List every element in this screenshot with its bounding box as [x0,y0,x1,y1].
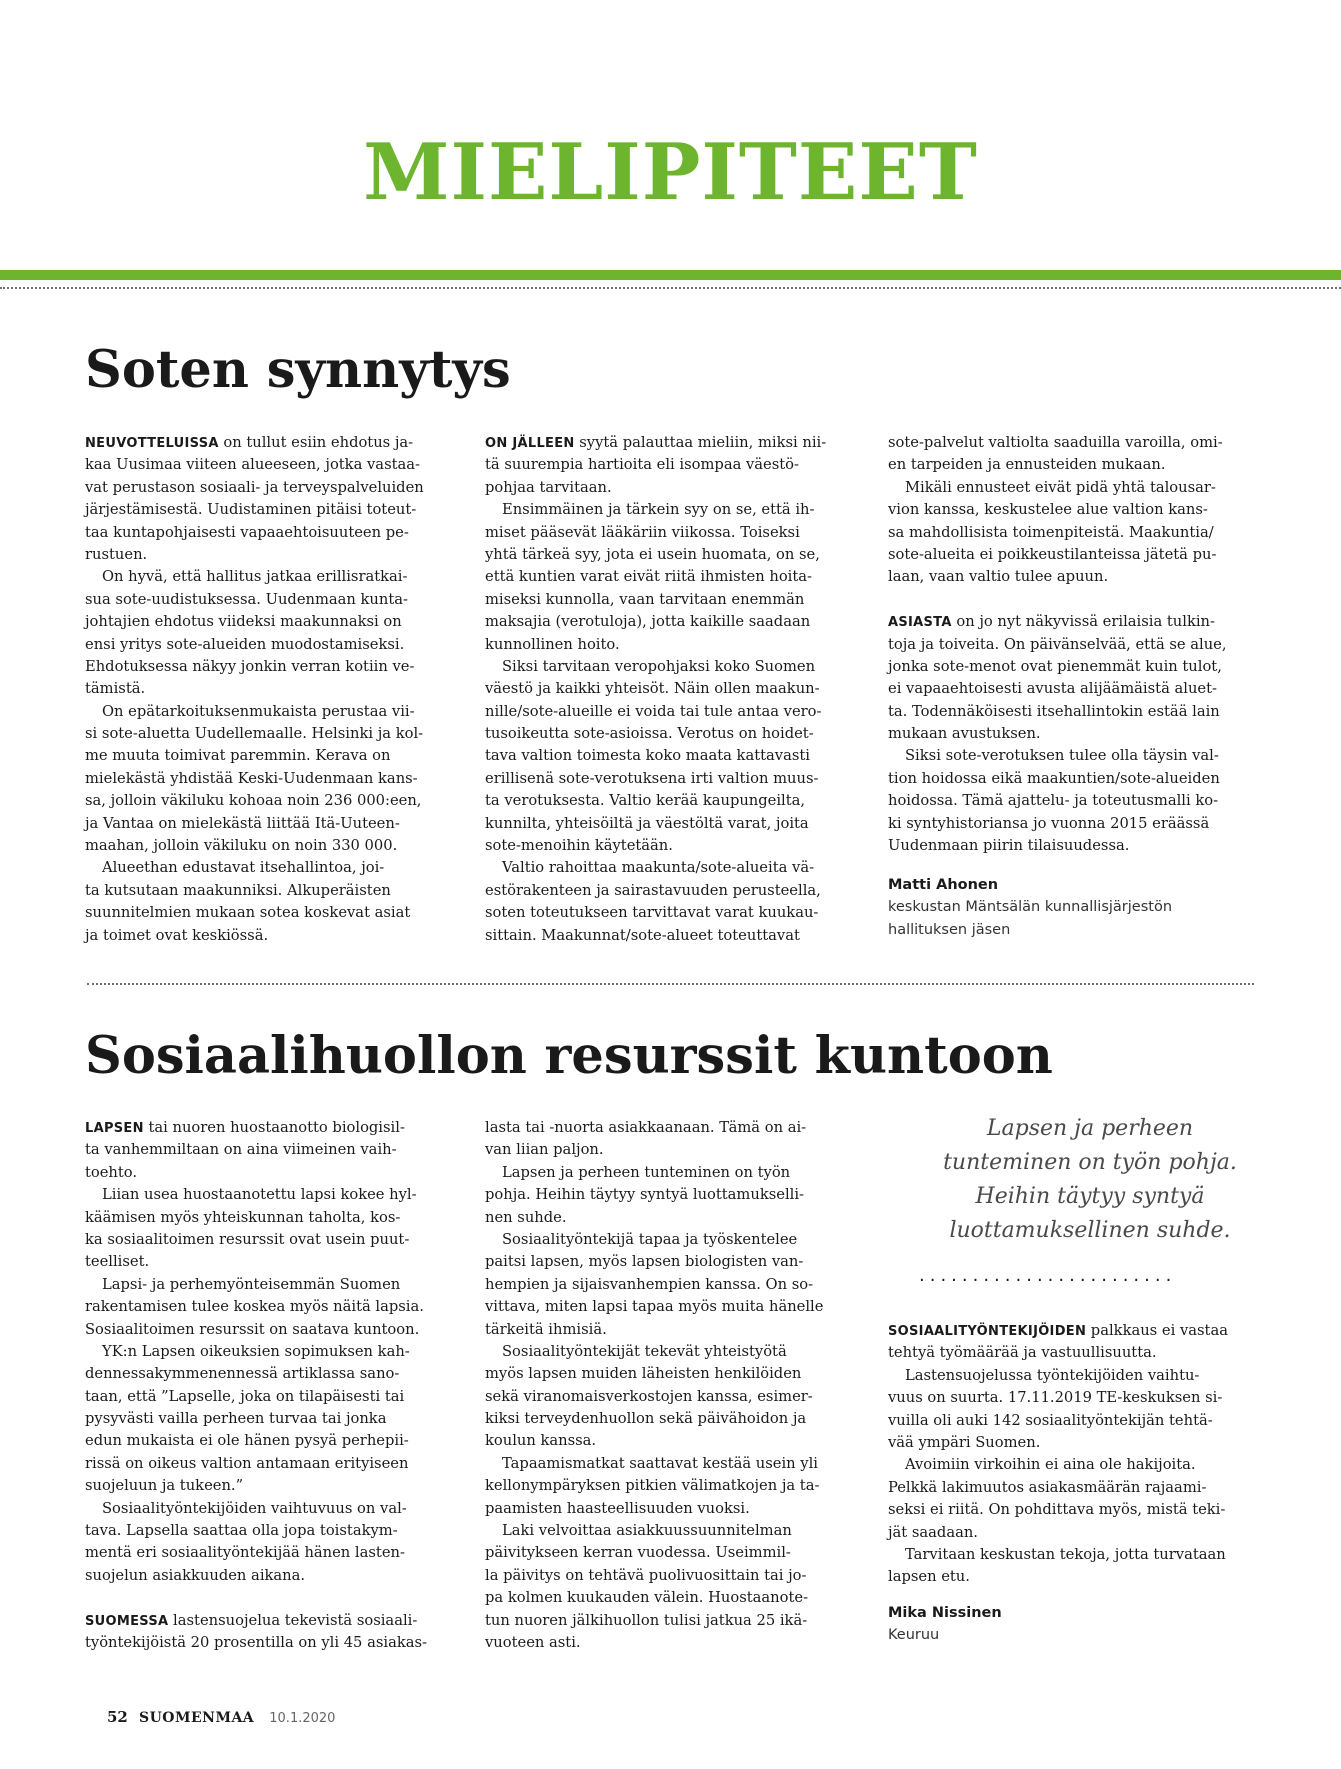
line-text: sa, jolloin väkiluku kohoaa noin 236 000:een, [85,792,422,810]
text-line [85,1319,427,1341]
line-text: maksajia (verotuloja), jotta kaikille saadaan [485,613,811,631]
pull-quote-dots: ........................ [919,1265,1177,1286]
line-text: sittain. Maakunnat/sote-alueet toteuttavat [485,926,800,944]
text-line [888,1522,1228,1544]
line-text: yhtä tärkeä syy, jota ei usein huomata, on se, [485,545,820,563]
text-line [485,925,826,947]
line-text: käämisen myös yhteiskunnan taholta, kos- [85,1208,401,1226]
text-line [485,1162,823,1184]
text-line [485,589,826,611]
line-text: miseksi kunnolla, vaan tarvitaan enemmän [485,590,805,608]
paragraph-gap [85,1587,427,1609]
line-text: Laki velvoittaa asiakkuussuunnitelman [502,1522,792,1540]
line-text: toehto. [85,1163,138,1181]
text-line [888,1320,1228,1342]
text-line [85,768,424,790]
lead-word: ON JÄLLEEN [485,436,575,451]
text-line [85,1363,427,1385]
text-line [485,522,826,544]
lead-word: SUOMESSA [85,1613,169,1629]
line-text: nille/sote-alueille ei voida tai tule antaa vero- [485,702,822,720]
line-text: rakentamisen tulee koskea myös näitä lapsia. [85,1298,424,1316]
line-text: väestö ja kaikki yhteisöt. Näin ollen maakun- [485,680,820,698]
text-line [888,1342,1228,1364]
line-text: tai nuoren huostaanotto biologisil- [143,1119,405,1136]
lead-word: SOSIAALITYÖNTEKIJÖIDEN [888,1324,1087,1339]
text-line [85,611,424,633]
text-line [485,1453,823,1475]
line-text: tusoikeutta sote-asioissa. Verotus on hoidet- [485,725,814,743]
text-line [85,745,424,767]
line-text: hempien ja sijaisvanhempien kanssa. On so- [485,1275,814,1293]
text-line [888,1499,1228,1521]
line-text: sote-menoihin käytetään. [485,837,673,855]
text-line [485,1251,823,1273]
text-line [485,1386,823,1408]
text-line [485,1296,823,1318]
line-text: suunnitelmien mukaan sotea koskevat asiat [85,904,411,922]
text-line [485,701,826,723]
line-text: vittava, miten lapsi tapaa myös muita hänelle [485,1298,824,1316]
text-line [888,768,1227,790]
line-text: la päivitys on tehtävä puolivuosittain tai jo- [485,1566,807,1584]
line-text: vion kanssa, keskustelee alue valtion kans- [888,501,1208,519]
text-line [485,1430,823,1452]
text-line [888,835,1227,857]
text-line [485,611,826,633]
line-text: ensi yritys sote-alueiden muodostamiseksi. [85,635,405,653]
line-text: taa kuntapohjaisesti vapaaehtoisuuteen pe- [85,523,409,541]
line-text: edun mukaista ei ole hänen pysyä perhepii- [85,1432,409,1450]
line-text: vuoteen asti. [485,1633,581,1651]
text-line [888,499,1227,521]
text-line [485,1542,823,1564]
text-line [485,1207,823,1229]
line-text: Pelkkä lakimuutos asiakasmäärän rajaami- [888,1478,1207,1496]
text-line [485,1498,823,1520]
line-text: että kuntien varat eivät riitä ihmisten hoita- [485,568,812,586]
article1-title: Soten synnytys [85,340,511,400]
text-line [485,1184,823,1206]
line-text: on tullut esiin ehdotus ja- [218,434,414,451]
line-text: sekä viranomaisverkostojen kanssa, esimer- [485,1387,813,1405]
text-line [888,1365,1228,1387]
line-text: ta vanhemmiltaan on aina viimeinen vaih- [85,1141,397,1159]
article1-column-2 [485,432,826,947]
text-line [85,522,424,544]
text-line [85,1207,427,1229]
text-line [85,1610,427,1632]
text-line [85,589,424,611]
line-text: seksi ei riitä. On pohdittava myös, mistä teki- [888,1501,1226,1519]
text-line [485,1520,823,1542]
line-text: vuilla oli auki 142 sosiaalityöntekijän tehtä- [888,1411,1213,1429]
line-text: hoidossa. Tämä ajattelu- ja toteutusmalli ko- [888,792,1219,810]
paragraph-gap [888,589,1227,611]
text-line [485,902,826,924]
text-line [85,790,424,812]
section-title: MIELIPITEET [363,127,978,218]
line-text: Siksi tarvitaan veropohjaksi koko Suomen [502,657,816,675]
pull-quote-line: Heihin täytyy syntyä [975,1184,1205,1209]
text-line [888,544,1227,566]
line-text: palkkaus ei vastaa [1086,1322,1228,1339]
text-line [85,701,424,723]
line-text: Ensimmäinen ja tärkein syy on se, että ih- [502,501,815,519]
text-line [888,656,1227,678]
text-line [888,790,1227,812]
text-line [485,723,826,745]
dotted-divider-middle [87,983,1254,985]
text-line [85,835,424,857]
lead-word: LAPSEN [85,1121,144,1136]
line-text: ja toimet ovat keskiössä. [85,926,269,944]
line-text: vat perustason sosiaali- ja terveyspalveluiden [85,478,424,496]
line-text: YK:n Lapsen oikeuksien sopimuksen kah- [102,1342,410,1360]
line-text: ta kutsutaan maakunniksi. Alkuperäisten [85,881,391,899]
line-text: mukaan avustuksen. [888,725,1041,743]
line-text: dennessakymmenennessä artiklassa sano- [85,1365,400,1383]
text-line [485,813,826,835]
line-text: tun nuoren jälkihuollon tulisi jatkua 25 ikä- [485,1611,808,1629]
line-text: Tarvitaan keskustan tekoja, jotta turvataan [905,1545,1226,1563]
line-text: pohjaa tarvitaan. [485,478,612,496]
text-line [85,1162,427,1184]
line-text: rissä on oikeus valtion antamaan erityiseen [85,1454,409,1472]
article1-column-3 [888,432,1227,857]
text-line [485,1341,823,1363]
text-line [85,1542,427,1564]
line-text: Avoimiin virkoihin ei aina ole hakijoita. [905,1456,1196,1474]
text-line [85,925,424,947]
text-line [888,701,1227,723]
line-text: kaa Uusimaa viiteen alueeseen, jotka vastaa- [85,456,420,474]
text-line [85,634,424,656]
pull-quote-line: Lapsen ja perheen [986,1116,1194,1141]
line-text: mielekästä yhdistää Keski-Uudenmaan kans- [85,769,418,787]
text-line [85,1139,427,1161]
line-text: pohja. Heihin täytyy syntyä luottamukselli- [485,1186,805,1204]
article1-author-role: keskustan Mäntsälän kunnallisjärjestön [888,899,1173,916]
line-text: ka sosiaalitoimen resurssit ovat usein puut- [85,1230,410,1248]
text-line [85,813,424,835]
line-text: ta. Todennäköisesti itsehallintokin estää lain [888,702,1220,720]
line-text: tärkeitä ihmisiä. [485,1320,607,1338]
lead-word: ASIASTA [888,615,952,631]
text-line [485,656,826,678]
line-text: tion hoidossa eikä maakuntien/sote-alueiden [888,769,1220,787]
text-line [888,678,1227,700]
text-line [485,835,826,857]
line-text: paamisten haasteellisuuden vuoksi. [485,1499,750,1517]
article2-author: Mika Nissinen [888,1605,1002,1621]
line-text: si sote-aluetta Uudellemaalle. Helsinki ja kol- [85,725,424,743]
line-text: on jo nyt näkyvissä erilaisia tulkin- [951,613,1215,631]
text-line [888,723,1227,745]
text-line [485,1363,823,1385]
line-text: kellonympäryksen pitkien välimatkojen ja ta- [485,1477,820,1495]
text-line [85,880,424,902]
text-line [85,857,424,879]
text-line [888,477,1227,499]
text-line [85,723,424,745]
text-line [888,1544,1228,1566]
line-text: Siksi sote-verotuksen tulee olla täysin val- [905,747,1219,765]
line-text: maahan, jolloin väkiluku on noin 330 000. [85,837,398,855]
line-text: me muuta toimivat paremmin. Kerava on [85,747,391,765]
line-text: koulun kanssa. [485,1432,597,1450]
line-text: lapsen etu. [888,1568,970,1586]
dotted-divider-top [0,287,1341,289]
line-text: teelliset. [85,1253,150,1271]
text-line [85,656,424,678]
line-text: soten toteutukseen tarvittavat varat kuukau- [485,904,819,922]
line-text: nen suhde. [485,1208,567,1226]
line-text: tehtyä työmäärää ja vastuullisuutta. [888,1344,1157,1362]
text-line [485,857,826,879]
line-text: rustuen. [85,545,148,563]
line-text: myös lapsen muiden läheisten henkilöiden [485,1365,802,1383]
line-text: Lastensuojelussa työntekijöiden vaihtu- [905,1366,1200,1384]
text-line [485,1475,823,1497]
article2-column-2 [485,1117,823,1654]
line-text: ja Vantaa on mielekästä liittää Itä-Uuteen- [85,814,400,832]
line-text: en tarpeiden ja ennusteiden mukaan. [888,456,1166,474]
text-line [85,1475,427,1497]
text-line [485,432,826,454]
text-line [85,1632,427,1654]
text-line [888,1566,1228,1588]
line-text: johtajien ehdotus viideksi maakunnaksi on [85,613,402,631]
text-line [85,499,424,521]
line-text: syytä palauttaa mieliin, miksi nii- [574,434,827,451]
text-line [85,1184,427,1206]
line-text: sote-palvelut valtiolta saaduilla varoilla, omi- [888,434,1223,451]
text-line [485,768,826,790]
article2-signature [888,1602,1002,1647]
lead-word: NEUVOTTELUISSA [85,436,219,451]
text-line [85,1408,427,1430]
line-text: vää ympäri Suomen. [888,1433,1041,1451]
text-line [485,454,826,476]
text-line [85,1520,427,1542]
text-line [888,522,1227,544]
text-line [485,544,826,566]
line-text: toja ja toiveita. On päivänselvää, että se alue, [888,635,1227,653]
text-line [485,1229,823,1251]
line-text: Liian usea huostaanotettu lapsi kokee hyl- [102,1186,417,1204]
text-line [485,477,826,499]
text-line [85,1251,427,1273]
text-line [85,1117,427,1139]
line-text: sa mahdollisista toimenpiteistä. Maakuntia/ [888,523,1214,541]
line-text: pysyvästi vailla perheen turvaa tai jonka [85,1410,387,1428]
text-line [85,1274,427,1296]
text-line [85,1498,427,1520]
text-line [85,1229,427,1251]
line-text: estörakenteen ja sairastavuuden perusteella, [485,881,821,899]
text-line [485,499,826,521]
page-number: 52 [107,1708,128,1726]
line-text: pa kolmen kuukauden välein. Huostaanote- [485,1589,809,1607]
line-text: Ehdotuksessa näkyy jonkin verran kotiin ve- [85,657,415,675]
text-line [85,1430,427,1452]
page-footer [107,1707,335,1726]
line-text: Lapsen ja perheen tunteminen on työn [502,1163,791,1181]
green-divider [0,270,1341,280]
issue-date: 10.1.2020 [269,1711,336,1726]
line-text: tava. Lapsella saattaa olla jopa toistakym- [85,1522,398,1540]
line-text: ta verotuksesta. Valtio kerää kaupungeilta, [485,792,806,810]
line-text: lastensuojelua tekevistä sosiaali- [168,1611,418,1629]
text-line [888,611,1227,633]
line-text: Sosiaalityöntekijöiden vaihtuvuus on val- [102,1499,407,1517]
text-line [485,678,826,700]
line-text: Lapsi- ja perhemyönteisemmän Suomen [102,1275,401,1293]
text-line [485,1117,823,1139]
text-line [485,1319,823,1341]
line-text: tava valtion toimesta koko maata kattavasti [485,747,810,765]
line-text: On hyvä, että hallitus jatkaa erillisratkai- [102,568,408,586]
line-text: vuus on suurta. 17.11.2019 TE-keskuksen si- [888,1389,1223,1407]
line-text: suojelun asiakkuuden aikana. [85,1566,306,1584]
line-text: miset pääsevät lääkäriin viikossa. Toiseksi [485,523,800,541]
line-text: sua sote-uudistuksessa. Uudenmaan kunta- [85,590,408,608]
line-text: On epätarkoituksenmukaista perustaa vii- [102,702,415,720]
line-text: Valtio rahoittaa maakunta/sote-alueita vä- [502,859,815,877]
article1-signature [888,874,1172,941]
text-line [485,634,826,656]
text-line [888,432,1227,454]
article1-author: Matti Ahonen [888,877,999,893]
line-text: ki syntyhistoriansa jo vuonna 2015 eräässä [888,814,1210,832]
text-line [85,477,424,499]
text-line [85,544,424,566]
text-line [85,432,424,454]
line-text: kunnilta, yhteisöiltä ja väestöltä varat, joita [485,814,809,832]
text-line [888,813,1227,835]
line-text: Mikäli ennusteet eivät pidä yhtä talousar- [905,478,1216,496]
line-text: sote-alueita ei poikkeustilanteissa jätetä pu- [888,545,1217,563]
line-text: Tapaamismatkat saattavat kestää usein yli [502,1454,818,1472]
article2-column-1 [85,1117,427,1654]
line-text: järjestämisestä. Uudistaminen pitäisi toteut- [85,501,417,519]
text-line [85,678,424,700]
line-text: taan, että ”Lapselle, joka on tilapäisesti tai [85,1387,405,1405]
line-text: van liian paljon. [485,1141,604,1159]
text-line [888,1477,1228,1499]
article1-column-1 [85,432,424,947]
text-line [85,1565,427,1587]
line-text: Sosiaalityöntekijät tekevät yhteistyötä [502,1342,787,1360]
line-text: Alueethan edustavat itsehallintoa, joi- [102,859,385,877]
line-text: tä suurempia hartioita eli isompaa väestö- [485,456,799,474]
line-text: lasta tai -nuorta asiakkaanaan. Tämä on ai- [485,1119,807,1136]
text-line [85,1453,427,1475]
line-text: paitsi lapsen, myös lapsen biologisten van- [485,1253,804,1271]
article1-author-role-2: hallituksen jäsen [888,921,1011,938]
pull-quote-line: luottamuksellinen suhde. [949,1218,1231,1243]
line-text: jonka sote-menot ovat pienemmät kuin tulot, [888,657,1222,675]
line-text: tämistä. [85,680,146,698]
text-line [485,1565,823,1587]
article2-title: Sosiaalihuollon resurssit kuntoon [85,1026,1053,1086]
line-text: suojeluun ja tukeen.” [85,1477,244,1495]
text-line [888,1387,1228,1409]
text-line [888,1432,1228,1454]
text-line [85,1296,427,1318]
line-text: jät saadaan. [888,1523,978,1541]
magazine-name: SUOMENMAA [138,1710,255,1726]
text-line [85,566,424,588]
text-line [888,1454,1228,1476]
text-line [485,1632,823,1654]
line-text: kunnollinen hoito. [485,635,620,653]
line-text: työntekijöistä 20 prosentilla on yli 45 asiakas- [85,1633,427,1651]
text-line [888,1410,1228,1432]
line-text: Uudenmaan piirin tilaisuudessa. [888,837,1130,855]
line-text: mentä eri sosiaalityöntekijää hänen lasten- [85,1544,405,1562]
line-text: laan, vaan valtio tulee apuun. [888,568,1109,586]
text-line [485,566,826,588]
text-line [888,454,1227,476]
text-line [85,1386,427,1408]
line-text: ei vapaaehtoisesti avusta alijäämäistä aluet- [888,680,1217,698]
text-line [485,1139,823,1161]
text-line [485,1274,823,1296]
text-line [485,745,826,767]
text-line [888,745,1227,767]
article2-column-3 [888,1320,1228,1589]
text-line [485,1610,823,1632]
text-line [485,790,826,812]
pull-quote [880,1112,1300,1248]
text-line [85,902,424,924]
text-line [85,1341,427,1363]
line-text: Sosiaalityöntekijä tapaa ja työskentelee [502,1230,798,1248]
text-line [888,566,1227,588]
line-text: kiksi terveydenhuollon sekä päivähoidon ja [485,1410,807,1428]
line-text: päivitykseen kerran vuodessa. Useimmil- [485,1544,791,1562]
text-line [485,880,826,902]
pull-quote-line: tunteminen on työn pohja. [943,1150,1237,1175]
text-line [85,454,424,476]
article2-author-role: Keuruu [888,1627,940,1644]
text-line [485,1408,823,1430]
line-text: Sosiaalitoimen resurssit on saatava kuntoon. [85,1320,420,1338]
text-line [888,634,1227,656]
line-text: erillisenä sote-verotuksena irti valtion muus- [485,769,819,787]
text-line [485,1587,823,1609]
